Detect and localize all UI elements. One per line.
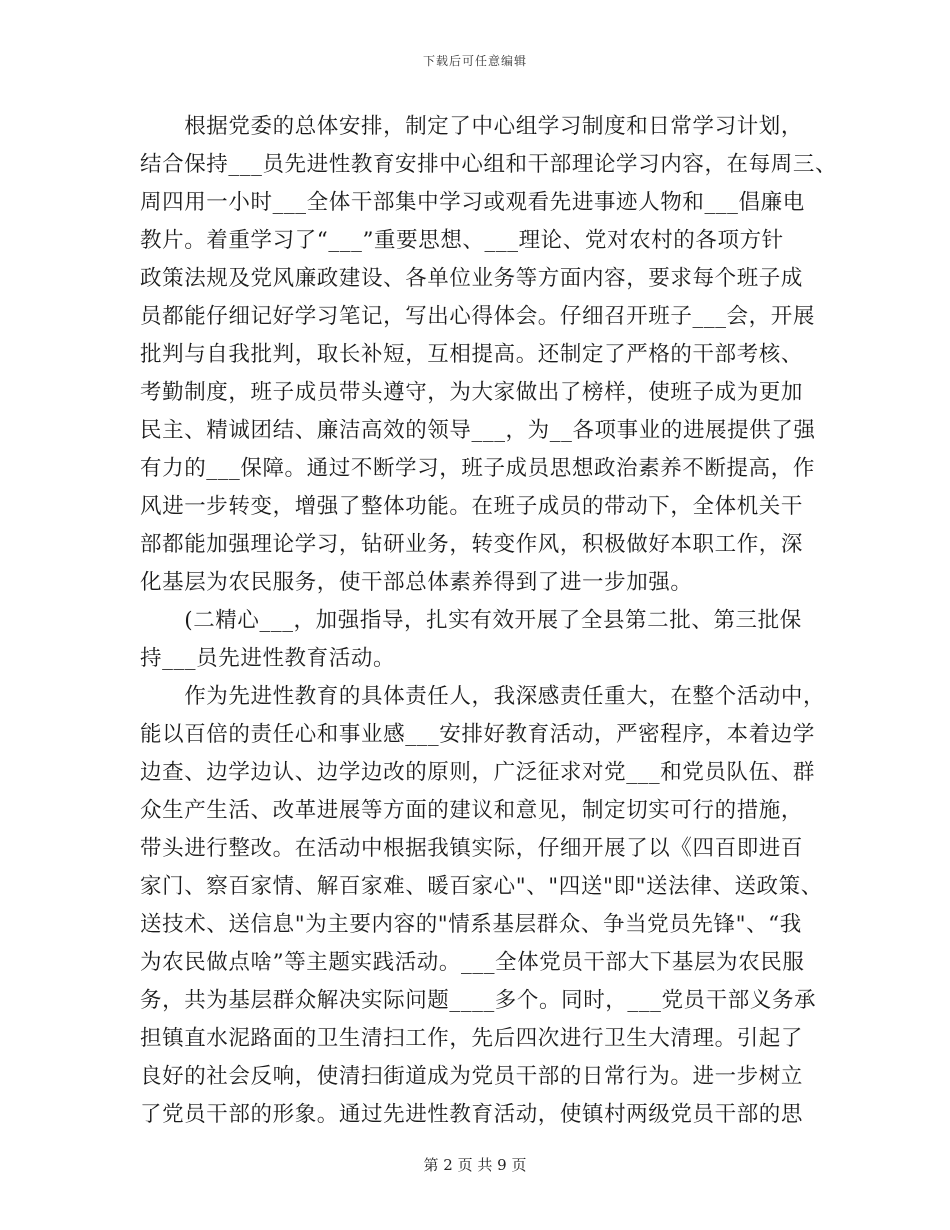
text-line: 有力的___保障。通过不断学习，班子成员思想政治素养不断提高，作 <box>140 456 815 481</box>
text-line: 员都能仔细记好学习笔记，写出心得体会。仔细召开班子___会，开展 <box>140 304 815 329</box>
text-line: 带头进行整改。在活动中根据我镇实际，仔细开展了以《四百即进百 <box>140 836 804 861</box>
text-line: 考勤制度，班子成员带头遵守，为大家做出了榜样，使班子成为更加 <box>140 380 804 405</box>
page-header: 下载后可任意编辑 <box>422 54 527 68</box>
document-body <box>140 108 838 1134</box>
text-line: 良好的社会反响，使清扫街道成为党员干部的日常行为。进一步树立 <box>140 1064 804 1089</box>
text-line: 能以百倍的责任心和事业感___安排好教育活动，严密程序，本着边学 <box>140 722 815 747</box>
text-line: 部都能加强理论学习，钻研业务，转变作风，积极做好本职工作，深 <box>140 532 804 557</box>
text-line: 风进一步转变，增强了整体功能。在班子成员的带动下，全体机关干 <box>140 494 804 519</box>
text-line: 结合保持___员先进性教育安排中心组和干部理论学习内容，在每周三、 <box>140 152 838 177</box>
text-line: 政策法规及党风廉政建设、各单位业务等方面内容，要求每个班子成 <box>140 266 804 291</box>
text-line: 众生产生活、改革进展等方面的建议和意见，制定切实可行的措施， <box>140 798 804 823</box>
text-line: 家门、察百家情、解百家难、暖百家心"、"四送"即"送法律、送政策、 <box>140 874 823 899</box>
text-line: 送技术、送信息"为主要内容的"情系基层群众、争当党员先锋"、“我 <box>140 912 802 937</box>
text-line: 边查、边学边认、边学边改的原则，广泛征求对党___和党员队伍、群 <box>140 760 815 785</box>
text-line: 担镇直水泥路面的卫生清扫工作，先后四次进行卫生大清理。引起了 <box>140 1026 804 1051</box>
text-line: 根据党委的总体安排，制定了中心组学习制度和日常学习计划， <box>140 114 804 139</box>
text-line: 务，共为基层群众解决实际问题____多个。同时，___党员干部义务承 <box>140 988 817 1013</box>
page-footer: 第 2 页 共 9 页 <box>423 1156 527 1174</box>
text-line: 民主、精诚团结、廉洁高效的领导___，为__各项事业的进展提供了强 <box>140 418 816 443</box>
text-line: 化基层为农民服务，使干部总体素养得到了进一步加强。 <box>140 570 693 595</box>
text-line: 周四用一小时___全体干部集中学习或观看先进事迹人物和___倡廉电 <box>140 190 805 215</box>
text-line: 为农民做点啥”等主题实践活动。___全体党员干部大下基层为农民服 <box>140 950 805 975</box>
text-line: (二精心___，加强指导，扎实有效开展了全县第二批、第三批保 <box>140 608 802 633</box>
text-line: 了党员干部的形象。通过先进性教育活动，使镇村两级党员干部的思 <box>140 1102 804 1127</box>
text-line: 教片。着重学习了“___”重要思想、___理论、党对农村的各项方针 <box>140 228 784 253</box>
text-line: 作为先进性教育的具体责任人，我深感责任重大，在整个活动中， <box>140 684 826 709</box>
text-line: 持___员先进性教育活动。 <box>140 646 396 671</box>
text-line: 批判与自我批判，取长补短，互相提高。还制定了严格的干部考核、 <box>140 342 804 367</box>
